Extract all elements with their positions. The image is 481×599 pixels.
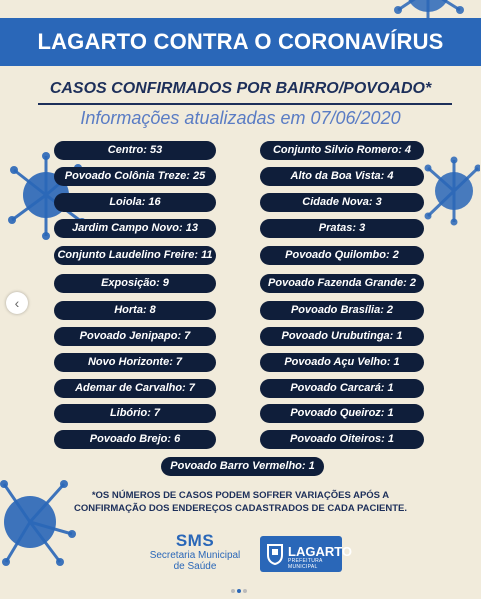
list-item: Povoado Queiroz: 1 [260,404,424,423]
virus-icon [424,156,480,226]
list-item: Loiola: 16 [54,193,216,212]
list-item: Jardim Campo Novo: 13 [54,219,216,238]
page-title: LAGARTO CONTRA O CORONAVÍRUS [37,29,444,54]
divider [38,103,452,105]
section-subtitle: CASOS CONFIRMADOS POR BAIRRO/POVOADO* [49,80,432,97]
list-item: Ademar de Carvalho: 7 [54,379,216,398]
footnote-line: CONFIRMAÇÃO DOS ENDEREÇOS CADASTRADOS DE CADA PACIENTE. [73,503,408,514]
carousel-dots [230,580,248,598]
list-item: Povoado Brasília: 2 [260,301,424,320]
list-item: Povoado Barro Vermelho: 1 [161,457,324,476]
list-item: Horta: 8 [54,301,216,320]
previous-slide-button[interactable] [6,292,28,314]
list-item: Pratas: 3 [260,219,424,238]
list-item: Povoado Oiteiros: 1 [260,430,424,449]
sms-title: SMS [175,531,215,550]
list-item: Centro: 53 [54,141,216,160]
virus-icon [0,470,80,570]
carousel-dot[interactable] [237,589,241,593]
footnote [0,489,481,515]
list-item: Cidade Nova: 3 [260,193,424,212]
list-item: Povoado Urubutinga: 1 [260,327,424,346]
footnote-line: *OS NÚMEROS DE CASOS PODEM SOFRER VARIAÇÕES APÓS A [91,490,390,501]
list-item: Povoado Colônia Treze: 25 [54,167,216,186]
carousel-dot[interactable] [231,589,235,593]
logo-text: LAGARTO [288,544,353,559]
list-item: Conjunto Laudelino Freire: 11 [54,246,216,265]
list-item: Povoado Açu Velho: 1 [260,353,424,372]
list-item: Povoado Quilombo: 2 [260,246,424,265]
sms-subtitle: de Saúde [173,561,217,572]
list-item: Povoado Jenipapo: 7 [54,327,216,346]
sms-logo [145,532,245,572]
list-item: Povoado Fazenda Grande: 2 [260,274,424,293]
list-item: Povoado Brejo: 6 [54,430,216,449]
updated-date: Informações atualizadas em 07/06/2020 [80,108,401,128]
prefeitura-emblem-icon [266,543,284,565]
list-item: Povoado Carcará: 1 [260,379,424,398]
list-item: Exposição: 9 [54,274,216,293]
list-item: Novo Horizonte: 7 [54,353,216,372]
chevron-left-icon: ‹ [14,295,20,311]
logo-subtext: PREFEITURA MUNICIPAL [288,558,323,570]
carousel-dot[interactable] [243,589,247,593]
list-item: Alto da Boa Vista: 4 [260,167,424,186]
prefeitura-logo [260,536,353,572]
sms-subtitle: Secretaria Municipal [149,550,241,561]
list-item: Libório: 7 [54,404,216,423]
list-item: Conjunto Silvio Romero: 4 [260,141,424,160]
title-banner [0,18,481,66]
